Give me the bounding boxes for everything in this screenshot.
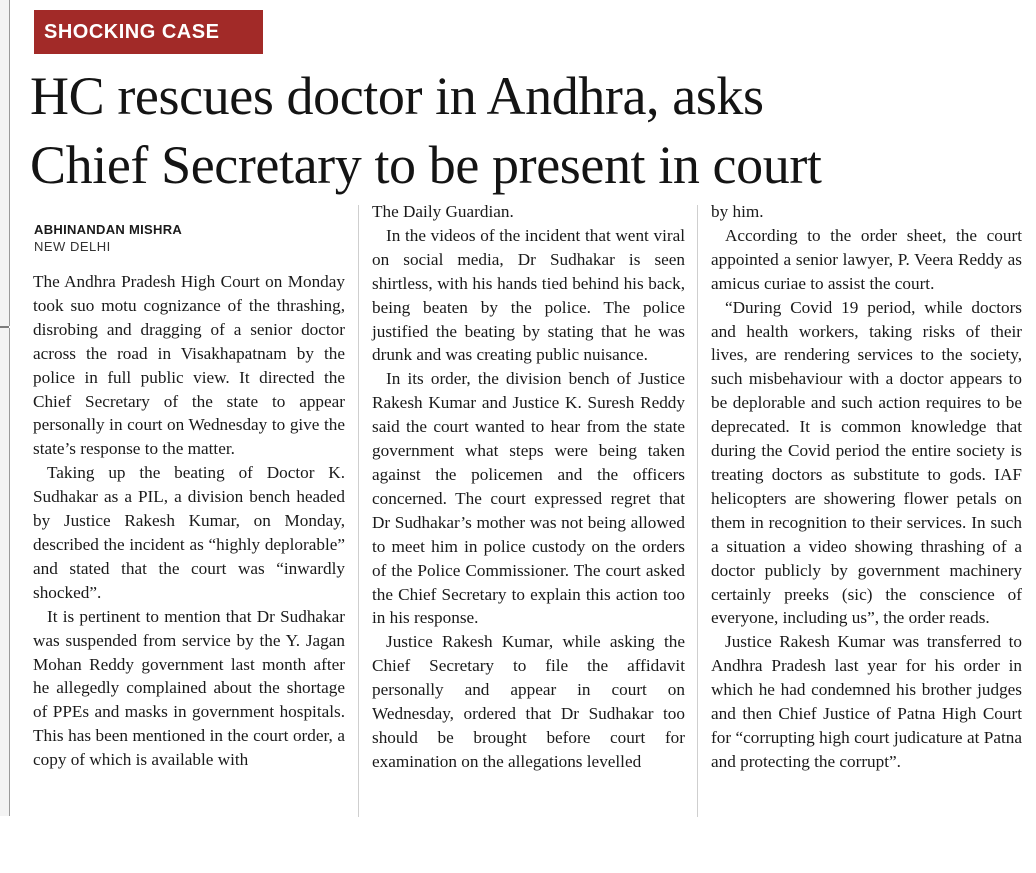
byline-location: NEW DELHI <box>34 239 111 254</box>
paragraph: by him. <box>711 202 764 221</box>
page-edge-rule-lower <box>0 328 10 816</box>
headline <box>30 62 1020 200</box>
paragraph: Justice Rakesh Kumar, while asking the Chief Secretary to file the affidavit personally and appear in court on Wednesday, ordered that Dr Sudhakar too should be brought before court for examination on the allegations levelled <box>372 632 685 771</box>
paragraph: Justice Rakesh Kumar was transferred to Andhra Pradesh last year for his order in which he had condemned his brother judges and then Chief Justice of Patna High Court for “corrupting high court judicature at Patna and protecting the corrupt”. <box>711 632 1022 771</box>
paragraph: Taking up the beating of Doctor K. Sudhakar as a PIL, a division bench headed by Justice Rakesh Kumar, on Monday, described the incident as “highly deplorable” and stated that the court was “inwardly shocked”. <box>33 463 345 602</box>
paragraph: “During Covid 19 period, while doctors and health workers, taking risks of their lives, are rendering services to the society, such misbehaviour with a doctor appears to be deplorable and such action requires to be deprecated. It is common knowledge that during the Covid period the entire society is treating doctors as substitute to gods. IAF helicopters are showering flower petals on them in recognition to their services. In such a situation a video showing thrashing of a doctor publicly by government machinery certainly preeks (sic) the conscience of everyone, including us”, the order reads. <box>711 297 1022 628</box>
article-column-3 <box>711 200 1022 774</box>
headline-line-1: HC rescues doctor in Andhra, asks <box>30 66 764 126</box>
paragraph: It is pertinent to mention that Dr Sudhakar was suspended from service by the Y. Jagan Mohan Reddy government last month after he allegedly complained about the shortage of PPEs and masks in government hospitals. This has been mentioned in the court order, a copy of which is available with <box>33 606 345 770</box>
column-divider <box>697 205 698 817</box>
paragraph: The Daily Guardian. <box>372 202 514 221</box>
headline-line-2: Chief Secretary to be present in court <box>30 135 822 195</box>
paragraph: In its order, the division bench of Justice Rakesh Kumar and Justice K. Suresh Reddy said the court wanted to hear from the state government what steps were being taken against the policemen and the officers concerned. The court expressed regret that Dr Sudhakar’s mother was not being allowed to meet him in police custody on the orders of the Police Commissioner. The court asked the Chief Secretary to explain this action too in his response. <box>372 369 685 628</box>
column-divider <box>358 205 359 817</box>
article-column-1 <box>33 270 345 772</box>
paragraph: In the videos of the incident that went viral on social media, Dr Sudhakar is seen shirtless, with his hands tied behind his back, being beaten by the police. The police justified the beating by stating that he was drunk and was creating public nuisance. <box>372 225 685 365</box>
page-edge-rule <box>0 0 10 326</box>
byline <box>34 222 182 255</box>
section-tag: SHOCKING CASE <box>34 10 263 54</box>
paragraph: The Andhra Pradesh High Court on Monday took suo motu cognizance of the thrashing, disrobing and dragging of a senior doctor across the road in Visakhapatnam by the police in full public view. It directed the Chief Secretary of the state to appear personally in court on Wednesday to give the state’s response to the matter. <box>33 272 345 459</box>
paragraph: According to the order sheet, the court appointed a senior lawyer, P. Veera Reddy as amicus curiae to assist the court. <box>711 225 1022 293</box>
byline-author: ABHINANDAN MISHRA <box>34 222 183 237</box>
article-column-2 <box>372 200 685 774</box>
